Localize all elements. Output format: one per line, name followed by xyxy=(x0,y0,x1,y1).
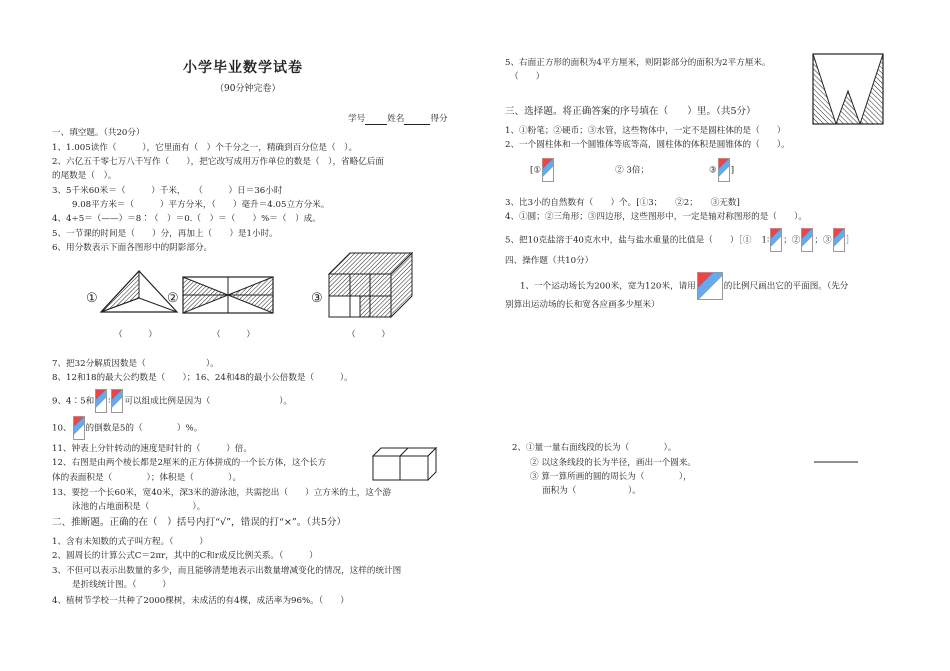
question-1-2a: 2、六亿五千零七万八千写作（ ），把它改写成用万作单位的数是（ ），省略亿后面 xyxy=(52,157,385,167)
question-1-13a: 13、要挖一个长60米，宽40米，深3米的游泳池，共需挖出（ ）立方米的土，这个游 xyxy=(52,488,392,498)
choice-2-option-3[interactable]: ③ xyxy=(709,165,717,176)
page-title: 小学毕业数学试卷 xyxy=(183,60,303,76)
student-fields xyxy=(348,114,448,125)
question-2-1: 1、含有未知数的式子叫方程。（ ） xyxy=(52,537,208,547)
scale-image-icon xyxy=(697,272,723,300)
operation-2a: 2、①量一量右面线段的长为（ ）。 xyxy=(512,443,677,453)
choice-5-text-b: 1∶ xyxy=(761,235,770,246)
figure-3-label: ③ xyxy=(311,291,323,306)
question-2-3a: 3、不但可以表示出数量的多少，而且能够清楚地表示出数量增减变化的情况，这样的统计图 xyxy=(52,566,402,576)
question-1-6: 6、用分数表示下面各图形中的阴影部分。 xyxy=(52,243,213,253)
question-1-5: 5、一节课的时间是（ ）分，再加上（ ）是1小时。 xyxy=(52,229,278,239)
operation-1c: 别算出运动场的长和宽各应画多少厘米） xyxy=(505,300,660,310)
two-cubes-figure xyxy=(372,447,438,481)
choice-2-options xyxy=(530,158,734,183)
choice-1: 1、①粉笔；②硬币；③水管，这些物体中，一定不是圆柱体的是（ ） xyxy=(505,126,786,136)
question-1-12b: 体的表面积是（ ）；体积是（ ）。 xyxy=(52,473,242,483)
question-1-11: 11、钟表上分针转动的速度是时针的（ ）倍。 xyxy=(52,444,252,454)
field-score: 得分 xyxy=(430,114,448,124)
question-1-9-text-a: 9、4∶5和 xyxy=(52,396,95,407)
fraction-image-icon xyxy=(770,228,782,252)
field-name: 姓名 xyxy=(387,114,405,124)
operation-1-text-b: 的比例尺画出它的平面图。（先分 xyxy=(723,281,849,292)
fraction-image-icon xyxy=(111,389,123,413)
question-1-13b: 泳池的占地面积是（ ）。 xyxy=(72,502,206,512)
figure-2-rectangle xyxy=(182,276,274,316)
choice-3: 3、比3小的自然数有（ ）个。[①3； ②2； ③无数] xyxy=(505,198,740,208)
question-1-12a: 12、右图是由两个棱长都是2厘米的正方体拼成的一个长方体，这个长方 xyxy=(52,458,327,468)
operation-1-text-a: 1、一个运动场长为200米，宽为120米，请用 xyxy=(520,281,696,292)
page-subtitle: （90分钟完卷） xyxy=(215,84,281,94)
section4-heading: 四、操作题（共10分） xyxy=(505,256,594,266)
question-1-1: 1、1.005读作（ ），它里面有（ ）个千分之一，精确到百分位是（ ）。 xyxy=(52,143,358,153)
section2-heading: 二、推断题。正确的在（ ）括号内打“√”，错误的打“×”。（共5分） xyxy=(52,517,347,528)
choice-2-option-1[interactable]: [① xyxy=(530,165,542,176)
choice-5-text-e: ］ xyxy=(845,235,855,246)
fraction-image-icon xyxy=(73,416,85,440)
question-2-2: 2、圆周长的计算公式C＝2πr，其中的C和r成反比例关系。（ ） xyxy=(52,551,318,561)
question-2-5b: （ ） xyxy=(510,72,545,82)
operation-1 xyxy=(520,272,848,300)
question-1-9-text-b: ∶ xyxy=(108,396,111,407)
choice-2-option-2[interactable]: ② 3倍； xyxy=(615,165,650,176)
field-student-id-line[interactable] xyxy=(365,124,387,125)
figure-2-blank[interactable]: （ ） xyxy=(212,330,255,340)
figure-2-label: ② xyxy=(167,291,179,306)
question-1-4: 4、4÷5＝（——）＝8∶（ ）＝0.（ ）＝（ ）%＝（ ）成。 xyxy=(52,214,321,224)
field-name-line[interactable] xyxy=(404,124,430,125)
fraction-image-icon xyxy=(95,389,107,413)
choice-5 xyxy=(505,228,854,253)
question-1-7: 7、把32分解质因数是（ ）。 xyxy=(52,359,219,369)
fraction-image-icon xyxy=(542,158,554,182)
fraction-image-icon xyxy=(718,158,730,182)
question-1-10-text-a: 10、 xyxy=(52,423,72,434)
operation-2b: ② 以这条线段的长为半径，画出一个圆来。 xyxy=(530,458,697,468)
measure-line-segment xyxy=(814,460,858,464)
choice-5-text-d: ；③ xyxy=(814,235,832,246)
fraction-image-icon xyxy=(801,228,813,252)
question-1-9-text-c: 可以组成比例是因为（ ）。 xyxy=(124,396,293,407)
choice-5-text-c: ；② xyxy=(783,235,801,246)
figure-3-cuboid xyxy=(328,250,414,320)
question-1-3a: 3、5千米60米＝（ ）千米， （ ）日＝36小时 xyxy=(52,186,283,196)
question-2-5a: 5、右面正方形的面积为4平方厘米，则阴影部分的面积为2平方厘米。 xyxy=(505,58,771,68)
question-1-10 xyxy=(52,416,202,441)
question-1-9 xyxy=(52,389,292,414)
question-1-10-text-b: 的倒数是5的（ ）%。 xyxy=(85,423,203,434)
section3-heading: 三、选择题。将正确答案的序号填在（ ）里。（共5分） xyxy=(505,106,756,117)
fraction-image-icon xyxy=(833,228,845,252)
choice-5-text-a: 5、把10克盐溶于40克水中，盐与盐水重量的比值是（ ）［① xyxy=(505,235,752,246)
figure-1-blank[interactable]: （ ） xyxy=(114,330,157,340)
square-shaded-figure xyxy=(812,53,884,125)
question-1-2b: 的尾数是（ ）。 xyxy=(52,171,117,181)
section1-heading: 一、填空题。（共20分） xyxy=(52,128,145,138)
operation-2c: ③ 算一算所画的圆的周长为（ ）， xyxy=(530,472,692,482)
operation-2d: 面积为（ ）。 xyxy=(542,486,641,496)
choice-2-bracket-close: ] xyxy=(730,165,735,176)
question-2-4: 4、植树节学校一共种了2000棵树，未成活的有4棵，成活率为96%。（ ） xyxy=(52,596,349,606)
field-student-id: 学号 xyxy=(348,114,366,124)
choice-2: 2、一个圆柱体和一个圆锥体等底等高，圆柱体的体积是圆锥体的（ ）。 xyxy=(505,140,790,150)
choice-4: 4、①圆；②三角形；③四边形，这些图形中，一定是轴对称图形的是（ ）。 xyxy=(505,212,807,222)
figure-3-blank[interactable]: （ ） xyxy=(347,330,390,340)
question-2-3b: 是折线统计图。（ ） xyxy=(72,580,171,590)
question-1-3b: 9.08平方米＝（ ）平方分米，（ ）毫升＝4.05立方分米。 xyxy=(72,200,330,210)
question-1-8: 8、12和18的最大公约数是（ ）；16、24和48的最小公倍数是（ ）。 xyxy=(52,373,353,383)
figure-1-label: ① xyxy=(86,291,98,306)
